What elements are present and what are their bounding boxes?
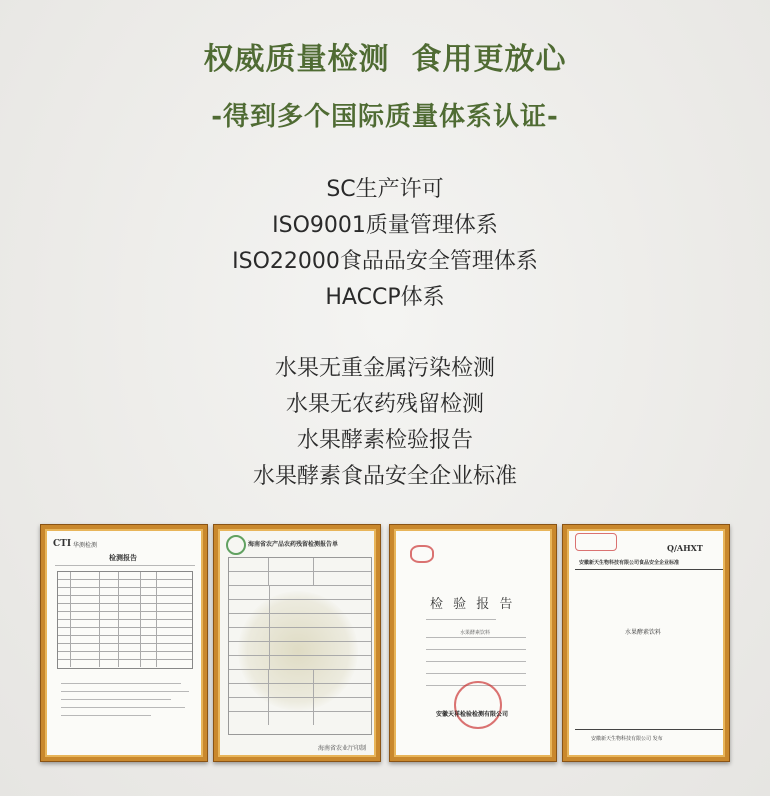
sub-heading: -得到多个国际质量体系认证- [211,102,559,132]
product-name: 水果酵素饮料 [625,629,662,636]
doc-title: 海南省农产品农药残留检测报告单 [248,541,339,548]
certification-list [0,172,770,316]
doc-title: 检测报告 [109,553,137,562]
certificate-frame-cti-report[interactable] [40,524,208,762]
cert-item: SC生产许可 [326,177,444,202]
red-stamp-icon [575,533,617,551]
certificate-frame-enterprise-standard[interactable] [562,524,730,762]
results-table [228,557,372,735]
certificate-frame-inspection-report[interactable] [389,524,557,762]
standard-code: Q/AHXT [667,543,703,553]
doc-title: 检 验 报 告 [430,597,516,612]
cti-logo: CTI [53,539,72,549]
cert-item: ISO9001质量管理体系 [272,213,498,238]
cert-item: HACCP体系 [325,285,445,310]
test-item: 水果无农药残留检测 [285,392,484,417]
cert-item: ISO22000食品品安全管理体系 [232,249,538,274]
certificate-frame-pesticide-report[interactable] [213,524,381,762]
company-heading: 安徽新天生物科技有限公司食品安全企业标准 [579,560,680,566]
heading-left: 权威质量检测 [203,42,390,77]
test-list [0,351,770,495]
test-item: 水果酵素食品安全企业标准 [252,464,517,489]
heading-right: 食用更放心 [411,42,567,77]
doc-footer: 安徽新天生物科技有限公司 发布 [591,736,663,742]
doc-footer: 海南省农业厅印制 [318,745,367,752]
test-item: 水果无重金属污染检测 [274,356,495,381]
main-heading [0,34,770,78]
red-seal-icon [454,681,502,729]
cma-seal-icon [410,545,434,563]
cti-logo-cn: 华测检测 [73,542,98,549]
certificate-gallery [40,524,730,762]
green-logo-icon [226,535,246,555]
results-table [57,571,193,669]
doc-footer: 安徽天祥检验检测有限公司 [436,711,509,718]
test-item: 水果酵素检验报告 [296,428,473,453]
product-name: 水果酵素饮料 [460,630,491,636]
